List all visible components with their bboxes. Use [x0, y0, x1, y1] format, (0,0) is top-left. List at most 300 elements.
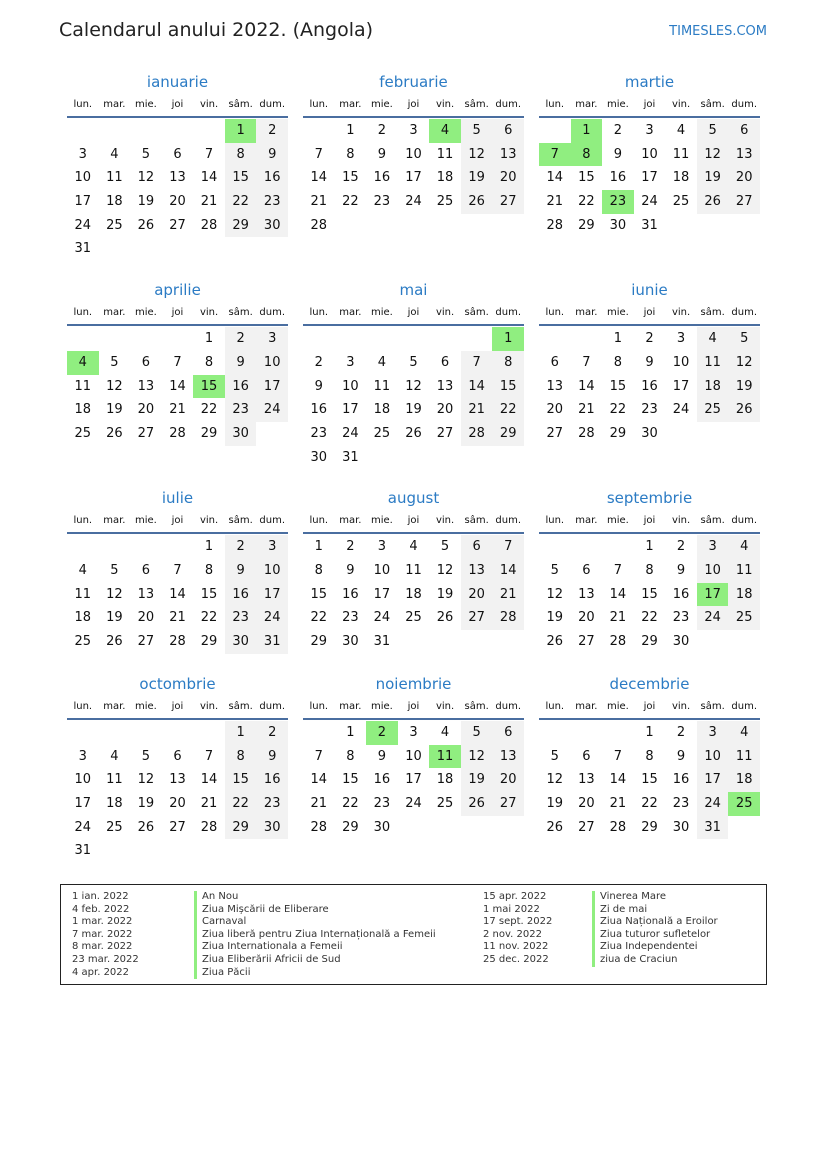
day-cell[interactable]: 29	[225, 214, 257, 238]
day-cell[interactable]: 29	[310, 634, 328, 650]
day-cell[interactable]: 27	[728, 190, 760, 214]
day-cell[interactable]: 27	[578, 634, 595, 650]
day-cell[interactable]: 20	[728, 166, 760, 190]
day-cell[interactable]: 10	[405, 146, 422, 162]
day-cell[interactable]: 22	[225, 190, 257, 214]
day-cell[interactable]: 26	[697, 190, 729, 214]
day-cell[interactable]: 3	[78, 748, 87, 764]
day-cell[interactable]: 1	[346, 724, 355, 740]
day-cell[interactable]: 28	[200, 819, 218, 835]
day-cell[interactable]: 7	[461, 351, 493, 375]
day-cell[interactable]: 27	[546, 425, 564, 441]
day-cell[interactable]: 18	[436, 170, 454, 186]
day-cell[interactable]: 17	[697, 768, 729, 792]
day-cell[interactable]: 21	[169, 402, 186, 418]
day-cell[interactable]: 8	[225, 745, 257, 769]
day-cell[interactable]: 21	[578, 402, 595, 418]
day-cell[interactable]: 5	[110, 563, 119, 579]
day-cell[interactable]: 9	[314, 378, 323, 394]
day-cell[interactable]: 15	[609, 378, 627, 394]
day-cell[interactable]: 13	[492, 143, 524, 167]
day-cell[interactable]: 29	[641, 819, 658, 835]
day-cell[interactable]: 19	[106, 402, 123, 418]
day-cell[interactable]: 9	[377, 748, 387, 764]
day-cell[interactable]: 10	[672, 354, 690, 370]
day-cell[interactable]: 17	[74, 795, 92, 811]
day-cell[interactable]: 2	[225, 327, 257, 351]
day-cell[interactable]: 10	[373, 563, 391, 579]
day-cell[interactable]: 22	[200, 610, 218, 626]
day-cell[interactable]: 14	[546, 170, 564, 186]
day-cell[interactable]: 8	[204, 563, 214, 579]
day-cell[interactable]: 20	[461, 583, 493, 607]
day-cell[interactable]: 18	[728, 768, 760, 792]
day-cell[interactable]: 6	[141, 354, 151, 370]
day-cell[interactable]: 18	[405, 586, 422, 602]
day-cell[interactable]: 22	[641, 795, 658, 811]
day-cell[interactable]: 16	[256, 166, 288, 190]
day-cell[interactable]: 3	[377, 539, 387, 555]
day-cell[interactable]: 11	[728, 745, 760, 769]
day-cell[interactable]: 10	[74, 170, 92, 186]
day-cell[interactable]: 19	[137, 795, 155, 811]
day-cell[interactable]: 23	[342, 610, 359, 626]
day-cell[interactable]: 26	[546, 819, 564, 835]
day-cell[interactable]: 21	[546, 194, 564, 210]
day-cell[interactable]: 19	[546, 795, 564, 811]
day-cell[interactable]: 5	[110, 354, 119, 370]
holiday-day-cell[interactable]: 25	[728, 792, 760, 816]
day-cell[interactable]: 23	[672, 610, 690, 626]
day-cell[interactable]: 15	[342, 170, 359, 186]
day-cell[interactable]: 4	[110, 146, 119, 162]
day-cell[interactable]: 2	[676, 539, 686, 555]
day-cell[interactable]: 25	[106, 217, 123, 233]
day-cell[interactable]: 8	[613, 354, 623, 370]
day-cell[interactable]: 20	[137, 610, 155, 626]
day-cell[interactable]: 6	[728, 119, 760, 143]
day-cell[interactable]: 21	[461, 398, 493, 422]
day-cell[interactable]: 17	[672, 378, 690, 394]
day-cell[interactable]: 14	[310, 772, 328, 788]
day-cell[interactable]: 3	[409, 123, 418, 138]
day-cell[interactable]: 5	[728, 327, 760, 351]
day-cell[interactable]: 16	[310, 402, 328, 418]
day-cell[interactable]: 9	[613, 146, 623, 162]
day-cell[interactable]: 2	[314, 354, 323, 370]
day-cell[interactable]: 22	[578, 194, 595, 210]
day-cell[interactable]: 17	[405, 772, 422, 788]
day-cell[interactable]: 15	[578, 170, 595, 186]
day-cell[interactable]: 16	[373, 170, 391, 186]
day-cell[interactable]: 21	[492, 583, 524, 607]
day-cell[interactable]: 28	[461, 422, 493, 446]
day-cell[interactable]: 9	[346, 563, 355, 579]
day-cell[interactable]: 15	[641, 586, 658, 602]
day-cell[interactable]: 23	[672, 795, 690, 811]
day-cell[interactable]: 28	[609, 819, 627, 835]
day-cell[interactable]: 24	[672, 402, 690, 418]
day-cell[interactable]: 13	[492, 745, 524, 769]
day-cell[interactable]: 14	[310, 170, 328, 186]
day-cell[interactable]: 27	[492, 190, 524, 214]
day-cell[interactable]: 17	[342, 402, 359, 418]
day-cell[interactable]: 7	[582, 354, 591, 370]
day-cell[interactable]: 6	[582, 563, 591, 579]
day-cell[interactable]: 15	[225, 768, 257, 792]
holiday-day-cell[interactable]: 8	[571, 143, 603, 167]
day-cell[interactable]: 6	[492, 119, 524, 143]
day-cell[interactable]: 13	[137, 378, 155, 394]
day-cell[interactable]: 20	[578, 610, 595, 626]
day-cell[interactable]: 18	[106, 795, 123, 811]
day-cell[interactable]: 13	[546, 378, 564, 394]
holiday-day-cell[interactable]: 2	[366, 721, 398, 745]
day-cell[interactable]: 4	[440, 724, 450, 740]
day-cell[interactable]: 16	[609, 170, 627, 186]
holiday-day-cell[interactable]: 4	[429, 119, 461, 143]
day-cell[interactable]: 30	[256, 214, 288, 238]
day-cell[interactable]: 29	[200, 634, 218, 650]
day-cell[interactable]: 20	[546, 402, 564, 418]
day-cell[interactable]: 5	[461, 119, 493, 143]
day-cell[interactable]: 9	[676, 563, 686, 579]
day-cell[interactable]: 1	[645, 539, 654, 555]
day-cell[interactable]: 23	[373, 194, 391, 210]
day-cell[interactable]: 21	[310, 795, 328, 811]
day-cell[interactable]: 29	[492, 422, 524, 446]
day-cell[interactable]: 4	[110, 748, 119, 764]
day-cell[interactable]: 24	[256, 398, 288, 422]
day-cell[interactable]: 25	[672, 194, 690, 210]
day-cell[interactable]: 6	[141, 563, 151, 579]
day-cell[interactable]: 19	[461, 166, 493, 190]
day-cell[interactable]: 26	[106, 634, 123, 650]
day-cell[interactable]: 10	[697, 745, 729, 769]
day-cell[interactable]: 24	[342, 425, 359, 441]
day-cell[interactable]: 21	[200, 795, 218, 811]
day-cell[interactable]: 8	[204, 354, 214, 370]
day-cell[interactable]: 22	[310, 610, 328, 626]
day-cell[interactable]: 7	[613, 563, 623, 579]
day-cell[interactable]: 16	[256, 768, 288, 792]
day-cell[interactable]: 2	[645, 331, 654, 347]
day-cell[interactable]: 16	[342, 586, 359, 602]
day-cell[interactable]: 14	[578, 378, 595, 394]
day-cell[interactable]: 27	[169, 819, 186, 835]
day-cell[interactable]: 5	[550, 563, 559, 579]
day-cell[interactable]: 21	[310, 194, 328, 210]
day-cell[interactable]: 16	[672, 586, 690, 602]
day-cell[interactable]: 18	[728, 583, 760, 607]
day-cell[interactable]: 5	[141, 748, 151, 764]
day-cell[interactable]: 24	[74, 217, 92, 233]
day-cell[interactable]: 24	[697, 606, 729, 630]
day-cell[interactable]: 9	[225, 559, 257, 583]
day-cell[interactable]: 24	[256, 606, 288, 630]
day-cell[interactable]: 10	[74, 772, 92, 788]
holiday-day-cell[interactable]: 1	[225, 119, 257, 143]
day-cell[interactable]: 9	[377, 146, 387, 162]
day-cell[interactable]: 23	[373, 795, 391, 811]
day-cell[interactable]: 16	[641, 378, 658, 394]
day-cell[interactable]: 5	[141, 146, 151, 162]
day-cell[interactable]: 2	[676, 724, 686, 740]
day-cell[interactable]: 25	[373, 425, 391, 441]
day-cell[interactable]: 28	[169, 634, 186, 650]
day-cell[interactable]: 7	[314, 748, 323, 764]
day-cell[interactable]: 4	[728, 535, 760, 559]
day-cell[interactable]: 4	[728, 721, 760, 745]
day-cell[interactable]: 23	[225, 606, 257, 630]
day-cell[interactable]: 7	[204, 146, 214, 162]
day-cell[interactable]: 6	[440, 354, 450, 370]
day-cell[interactable]: 25	[728, 606, 760, 630]
day-cell[interactable]: 28	[310, 819, 328, 835]
day-cell[interactable]: 24	[405, 194, 422, 210]
day-cell[interactable]: 14	[461, 375, 493, 399]
day-cell[interactable]: 25	[74, 425, 92, 441]
day-cell[interactable]: 17	[405, 170, 422, 186]
day-cell[interactable]: 1	[613, 331, 623, 347]
day-cell[interactable]: 22	[200, 402, 218, 418]
day-cell[interactable]: 14	[609, 772, 627, 788]
day-cell[interactable]: 11	[74, 378, 92, 394]
day-cell[interactable]: 5	[440, 539, 450, 555]
day-cell[interactable]: 20	[137, 402, 155, 418]
day-cell[interactable]: 1	[225, 721, 257, 745]
day-cell[interactable]: 18	[106, 194, 123, 210]
day-cell[interactable]: 25	[436, 795, 454, 811]
holiday-day-cell[interactable]: 4	[67, 351, 99, 375]
day-cell[interactable]: 3	[697, 535, 729, 559]
day-cell[interactable]: 25	[74, 634, 92, 650]
day-cell[interactable]: 27	[436, 425, 454, 441]
holiday-day-cell[interactable]: 17	[697, 583, 729, 607]
day-cell[interactable]: 23	[310, 425, 328, 441]
day-cell[interactable]: 20	[492, 768, 524, 792]
day-cell[interactable]: 8	[346, 748, 355, 764]
day-cell[interactable]: 12	[728, 351, 760, 375]
day-cell[interactable]: 30	[672, 819, 690, 835]
day-cell[interactable]: 11	[405, 563, 422, 579]
day-cell[interactable]: 10	[342, 378, 359, 394]
day-cell[interactable]: 12	[461, 143, 493, 167]
day-cell[interactable]: 18	[672, 170, 690, 186]
day-cell[interactable]: 10	[256, 559, 288, 583]
day-cell[interactable]: 1	[204, 331, 214, 347]
day-cell[interactable]: 26	[436, 610, 454, 626]
day-cell[interactable]: 11	[106, 170, 123, 186]
day-cell[interactable]: 15	[641, 772, 658, 788]
day-cell[interactable]: 14	[492, 559, 524, 583]
day-cell[interactable]: 31	[342, 449, 359, 465]
day-cell[interactable]: 22	[225, 792, 257, 816]
day-cell[interactable]: 29	[200, 425, 218, 441]
day-cell[interactable]: 6	[173, 146, 182, 162]
day-cell[interactable]: 5	[550, 748, 559, 764]
day-cell[interactable]: 4	[78, 563, 87, 579]
day-cell[interactable]: 9	[225, 351, 257, 375]
day-cell[interactable]: 17	[256, 375, 288, 399]
day-cell[interactable]: 16	[672, 772, 690, 788]
day-cell[interactable]: 13	[169, 170, 186, 186]
day-cell[interactable]: 17	[256, 583, 288, 607]
day-cell[interactable]: 11	[697, 351, 729, 375]
day-cell[interactable]: 24	[405, 795, 422, 811]
day-cell[interactable]: 2	[613, 123, 623, 138]
day-cell[interactable]: 12	[436, 563, 454, 579]
day-cell[interactable]: 15	[342, 772, 359, 788]
day-cell[interactable]: 13	[578, 772, 595, 788]
day-cell[interactable]: 5	[697, 119, 729, 143]
day-cell[interactable]: 14	[200, 170, 218, 186]
day-cell[interactable]: 19	[106, 610, 123, 626]
day-cell[interactable]: 31	[74, 241, 92, 257]
day-cell[interactable]: 30	[342, 634, 359, 650]
day-cell[interactable]: 11	[74, 586, 92, 602]
day-cell[interactable]: 20	[578, 795, 595, 811]
day-cell[interactable]: 30	[225, 422, 257, 446]
day-cell[interactable]: 2	[225, 535, 257, 559]
day-cell[interactable]: 3	[346, 354, 355, 370]
day-cell[interactable]: 26	[405, 425, 422, 441]
day-cell[interactable]: 17	[641, 170, 658, 186]
day-cell[interactable]: 28	[492, 606, 524, 630]
day-cell[interactable]: 29	[641, 634, 658, 650]
day-cell[interactable]: 15	[200, 586, 218, 602]
day-cell[interactable]: 31	[373, 634, 391, 650]
holiday-day-cell[interactable]: 23	[602, 190, 634, 214]
day-cell[interactable]: 22	[641, 610, 658, 626]
day-cell[interactable]: 13	[578, 586, 595, 602]
day-cell[interactable]: 11	[728, 559, 760, 583]
day-cell[interactable]: 8	[645, 563, 654, 579]
day-cell[interactable]: 28	[546, 217, 564, 233]
day-cell[interactable]: 16	[373, 772, 391, 788]
day-cell[interactable]: 8	[492, 351, 524, 375]
day-cell[interactable]: 9	[676, 748, 686, 764]
day-cell[interactable]: 16	[225, 583, 257, 607]
day-cell[interactable]: 11	[436, 146, 454, 162]
day-cell[interactable]: 2	[377, 123, 387, 138]
day-cell[interactable]: 12	[137, 170, 155, 186]
day-cell[interactable]: 13	[137, 586, 155, 602]
day-cell[interactable]: 19	[697, 166, 729, 190]
day-cell[interactable]: 7	[613, 748, 623, 764]
day-cell[interactable]: 24	[697, 792, 729, 816]
day-cell[interactable]: 31	[697, 816, 729, 840]
day-cell[interactable]: 27	[137, 425, 155, 441]
day-cell[interactable]: 19	[436, 586, 454, 602]
day-cell[interactable]: 20	[169, 194, 186, 210]
day-cell[interactable]: 28	[578, 425, 595, 441]
day-cell[interactable]: 30	[609, 217, 627, 233]
day-cell[interactable]: 18	[436, 772, 454, 788]
day-cell[interactable]: 19	[137, 194, 155, 210]
day-cell[interactable]: 22	[342, 194, 359, 210]
day-cell[interactable]: 27	[137, 634, 155, 650]
day-cell[interactable]: 12	[546, 586, 564, 602]
day-cell[interactable]: 3	[645, 123, 654, 138]
day-cell[interactable]: 13	[728, 143, 760, 167]
brand-link[interactable]: TIMESLES.COM	[669, 24, 767, 39]
day-cell[interactable]: 26	[461, 190, 493, 214]
day-cell[interactable]: 7	[492, 535, 524, 559]
day-cell[interactable]: 29	[225, 816, 257, 840]
day-cell[interactable]: 2	[256, 721, 288, 745]
day-cell[interactable]: 28	[310, 217, 328, 233]
day-cell[interactable]: 30	[225, 630, 257, 654]
day-cell[interactable]: 25	[697, 398, 729, 422]
day-cell[interactable]: 19	[728, 375, 760, 399]
day-cell[interactable]: 12	[137, 772, 155, 788]
day-cell[interactable]: 19	[546, 610, 564, 626]
day-cell[interactable]: 20	[169, 795, 186, 811]
holiday-day-cell[interactable]: 11	[429, 745, 461, 769]
day-cell[interactable]: 27	[461, 606, 493, 630]
day-cell[interactable]: 4	[676, 123, 686, 138]
day-cell[interactable]: 26	[461, 792, 493, 816]
day-cell[interactable]: 24	[641, 194, 658, 210]
holiday-day-cell[interactable]: 1	[492, 327, 524, 351]
day-cell[interactable]: 18	[373, 402, 391, 418]
day-cell[interactable]: 9	[256, 745, 288, 769]
day-cell[interactable]: 29	[342, 819, 359, 835]
day-cell[interactable]: 4	[409, 539, 418, 555]
day-cell[interactable]: 12	[697, 143, 729, 167]
day-cell[interactable]: 24	[74, 819, 92, 835]
day-cell[interactable]: 26	[728, 398, 760, 422]
day-cell[interactable]: 23	[256, 792, 288, 816]
day-cell[interactable]: 26	[106, 425, 123, 441]
day-cell[interactable]: 26	[546, 634, 564, 650]
day-cell[interactable]: 22	[342, 795, 359, 811]
day-cell[interactable]: 12	[461, 745, 493, 769]
day-cell[interactable]: 23	[256, 190, 288, 214]
day-cell[interactable]: 18	[74, 402, 92, 418]
day-cell[interactable]: 6	[550, 354, 559, 370]
day-cell[interactable]: 11	[106, 772, 123, 788]
day-cell[interactable]: 22	[492, 398, 524, 422]
day-cell[interactable]: 7	[314, 146, 323, 162]
day-cell[interactable]: 24	[373, 610, 391, 626]
day-cell[interactable]: 29	[578, 217, 595, 233]
day-cell[interactable]: 27	[169, 217, 186, 233]
day-cell[interactable]: 8	[346, 146, 355, 162]
holiday-day-cell[interactable]: 7	[539, 143, 571, 167]
day-cell[interactable]: 28	[609, 634, 627, 650]
day-cell[interactable]: 6	[492, 721, 524, 745]
day-cell[interactable]: 6	[461, 535, 493, 559]
day-cell[interactable]: 7	[173, 354, 182, 370]
day-cell[interactable]: 10	[697, 559, 729, 583]
day-cell[interactable]: 21	[200, 194, 218, 210]
day-cell[interactable]: 28	[169, 425, 186, 441]
day-cell[interactable]: 4	[697, 327, 729, 351]
day-cell[interactable]: 1	[314, 539, 323, 555]
day-cell[interactable]: 15	[492, 375, 524, 399]
day-cell[interactable]: 31	[256, 630, 288, 654]
day-cell[interactable]: 22	[609, 402, 627, 418]
day-cell[interactable]: 11	[672, 146, 690, 162]
day-cell[interactable]: 25	[106, 819, 123, 835]
day-cell[interactable]: 4	[377, 354, 387, 370]
day-cell[interactable]: 23	[225, 398, 257, 422]
day-cell[interactable]: 14	[169, 586, 186, 602]
day-cell[interactable]: 21	[609, 610, 627, 626]
day-cell[interactable]: 25	[436, 194, 454, 210]
